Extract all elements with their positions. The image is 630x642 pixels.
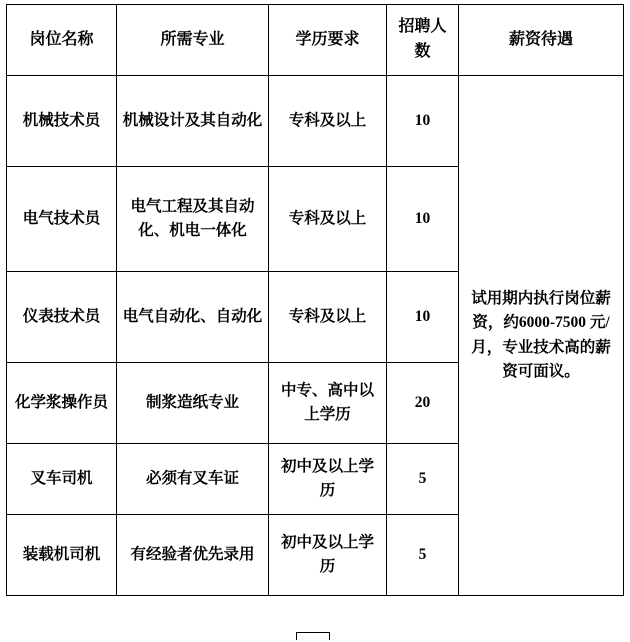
cell-major: 机械设计及其自动化: [117, 76, 269, 167]
cell-education: 专科及以上: [269, 167, 387, 272]
cell-position: 机械技术员: [7, 76, 117, 167]
document-page: [0, 4, 630, 642]
column-header-major: 所需专业: [117, 5, 269, 76]
cell-position: 仪表技术员: [7, 272, 117, 363]
cell-count: 20: [387, 363, 459, 444]
cell-position: 化学浆操作员: [7, 363, 117, 444]
cell-education: 专科及以上: [269, 76, 387, 167]
cell-education: 初中及以上学历: [269, 444, 387, 515]
cell-count: 10: [387, 76, 459, 167]
column-header-count: 招聘人数: [387, 5, 459, 76]
table-header: [7, 5, 624, 76]
recruitment-table: [6, 4, 624, 596]
cell-position: 装载机司机: [7, 515, 117, 596]
cell-education: 初中及以上学历: [269, 515, 387, 596]
cell-position: 电气技术员: [7, 167, 117, 272]
table-header-row: [7, 5, 624, 76]
cell-major: 制浆造纸专业: [117, 363, 269, 444]
cell-major: 电气工程及其自动化、机电一体化: [117, 167, 269, 272]
cell-count: 5: [387, 515, 459, 596]
cell-count: 5: [387, 444, 459, 515]
cell-major: 有经验者优先录用: [117, 515, 269, 596]
table-row: [7, 76, 624, 167]
cell-education: 中专、高中以上学历: [269, 363, 387, 444]
cell-education: 专科及以上: [269, 272, 387, 363]
column-header-position: 岗位名称: [7, 5, 117, 76]
cell-major: 电气自动化、自动化: [117, 272, 269, 363]
cell-major: 必须有叉车证: [117, 444, 269, 515]
cell-count: 10: [387, 167, 459, 272]
column-header-education: 学历要求: [269, 5, 387, 76]
page-bottom-mark: [296, 632, 330, 640]
column-header-salary: 薪资待遇: [459, 5, 624, 76]
cell-salary: 试用期内执行岗位薪资，约6000-7500 元/月，专业技术高的薪资可面议。: [459, 76, 624, 596]
cell-count: 10: [387, 272, 459, 363]
table-body: [7, 76, 624, 596]
cell-position: 叉车司机: [7, 444, 117, 515]
